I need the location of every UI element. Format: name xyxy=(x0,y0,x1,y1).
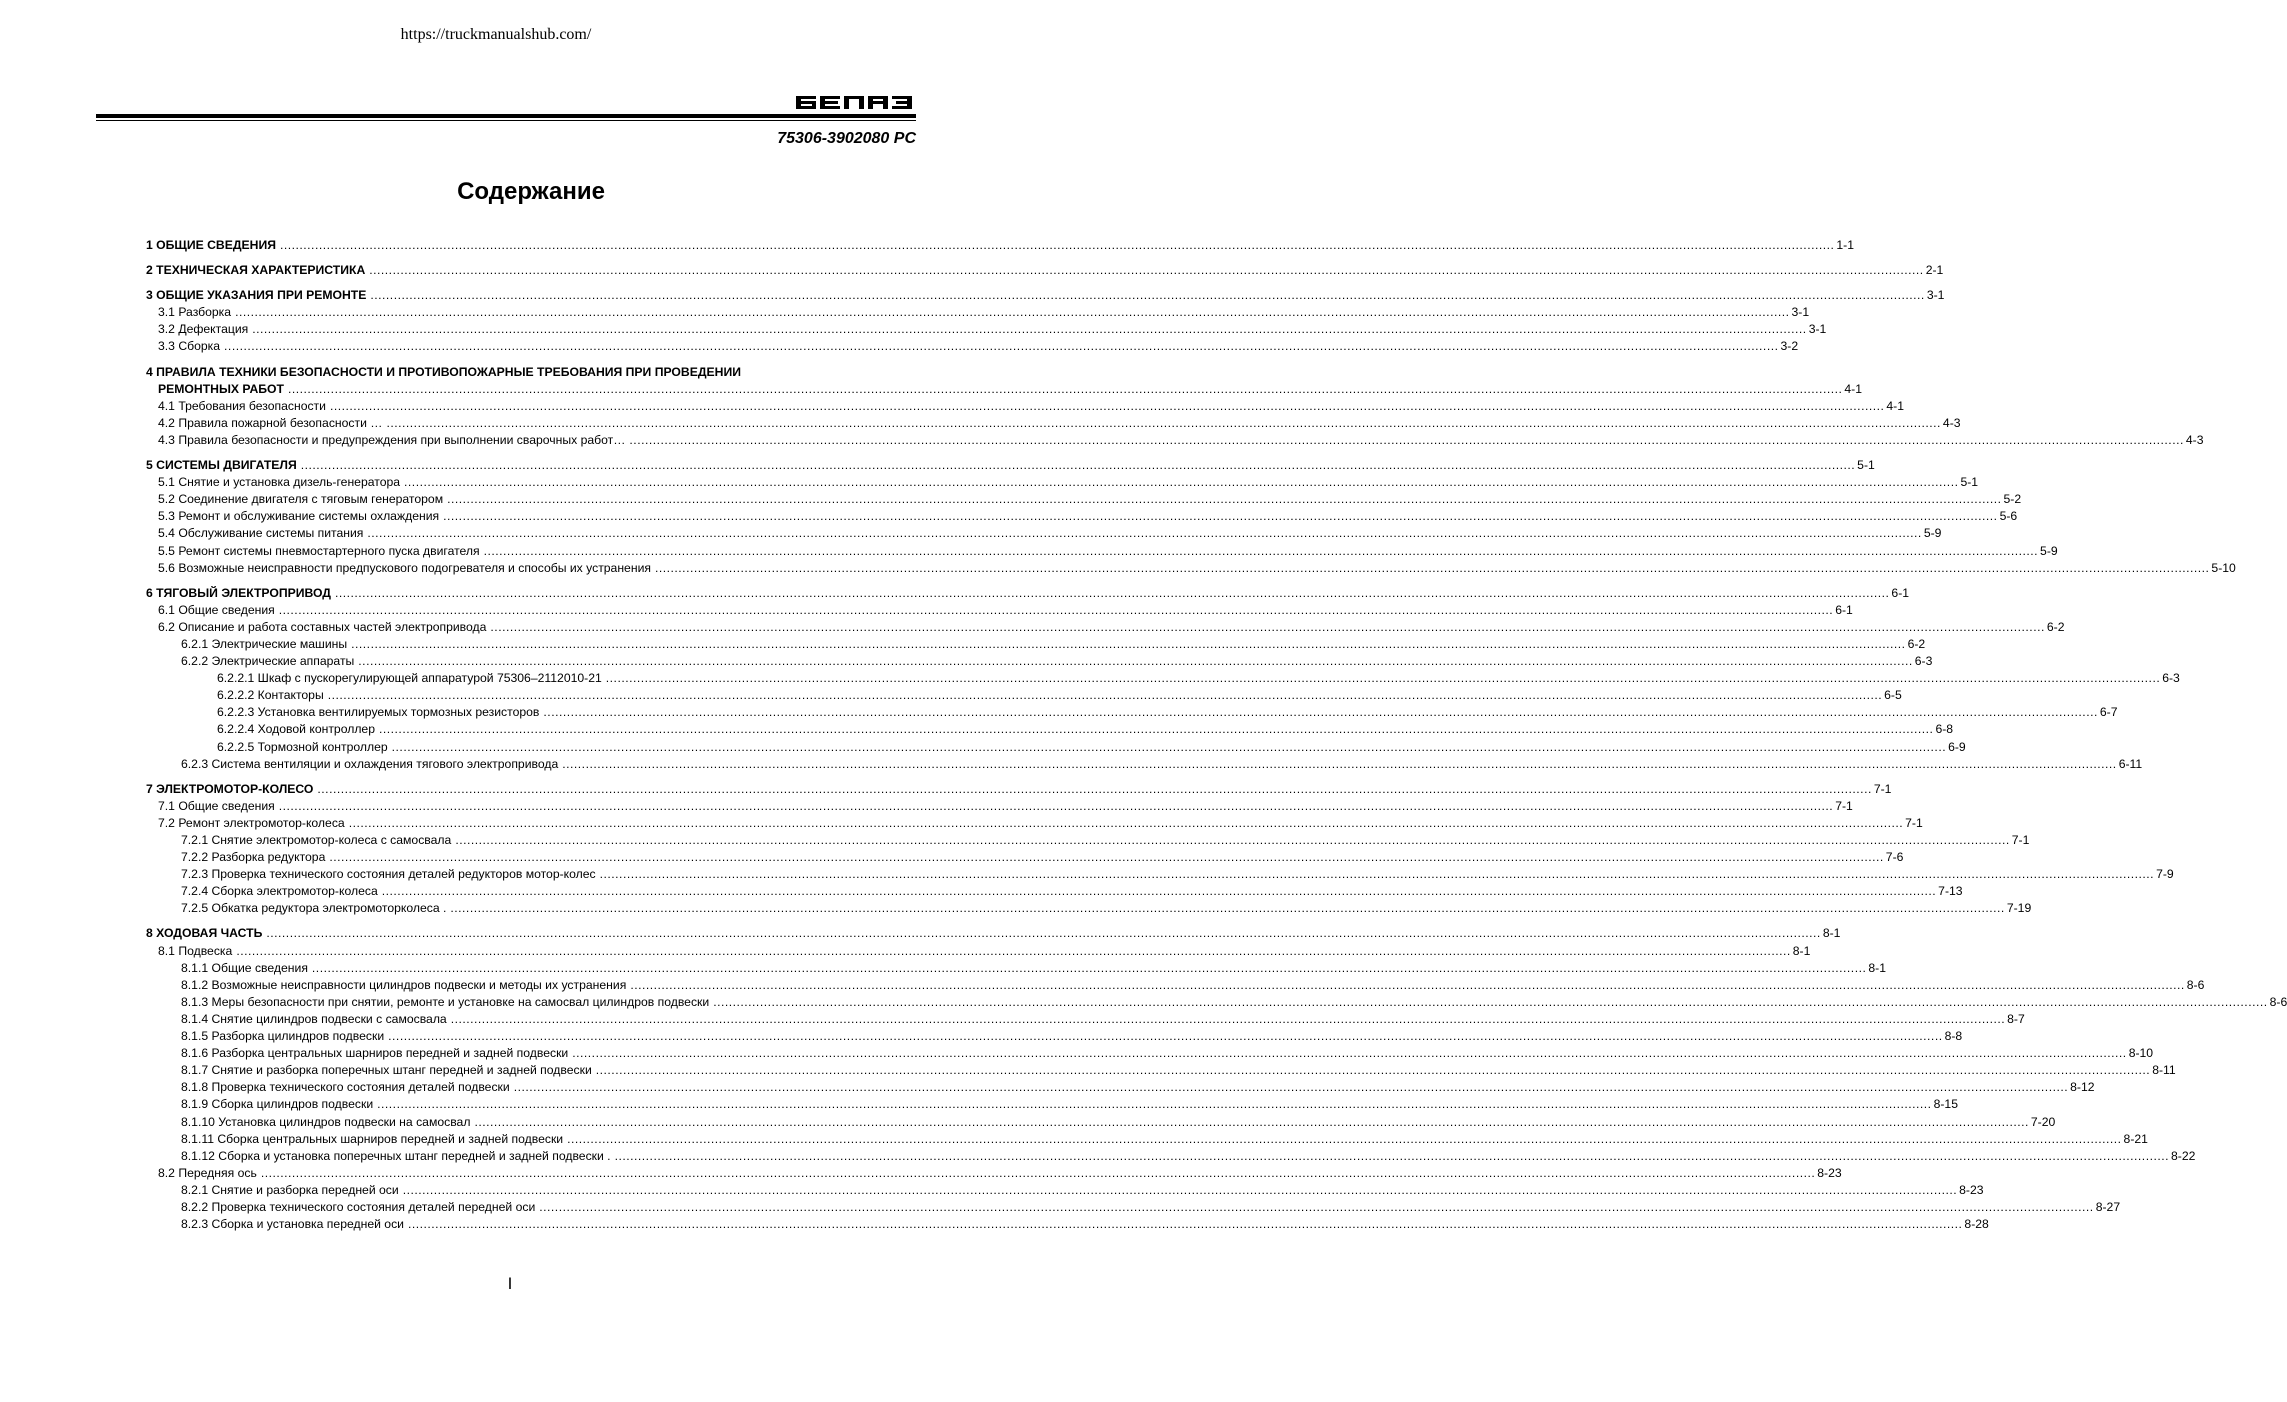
toc-entry xyxy=(146,866,2174,883)
toc-entry-page: 7-1 xyxy=(1835,798,1853,813)
toc-entry-page: 7-1 xyxy=(1905,815,1923,830)
toc-entry-page: 7-9 xyxy=(2156,867,2174,882)
toc-dot-leader: ................................................................................................................................................................................................................................................................................................................................................................................................................ xyxy=(311,960,1867,975)
toc-entry xyxy=(146,543,2058,560)
toc-dot-leader: ................................................................................................................................................................................................................................................................................................................................................................................................................ xyxy=(599,867,2155,882)
toc-entry-label: 8.1.5 Разборка цилиндров подвески xyxy=(181,1029,385,1044)
toc-entry-label: 7.1 Общие сведения xyxy=(158,798,275,813)
toc-entry-label: 8.1 Подвеска xyxy=(158,943,233,958)
toc-entry-page: 8-1 xyxy=(1822,926,1841,941)
toc-dot-leader: ................................................................................................................................................................................................................................................................................................................................................................................................................ xyxy=(513,1080,2069,1095)
toc-entry-page: 3-1 xyxy=(1808,322,1827,337)
toc-entry-page: 6-1 xyxy=(1891,585,1910,600)
toc-dot-leader: ................................................................................................................................................................................................................................................................................................................................................................................................................ xyxy=(329,398,1885,413)
toc-entry-page: 8-23 xyxy=(1959,1182,1984,1197)
toc-entry-page: 4-1 xyxy=(1844,381,1862,396)
toc-entry xyxy=(146,262,1944,279)
toc-entry-page: 5-1 xyxy=(1857,458,1875,473)
toc-dot-leader: ................................................................................................................................................................................................................................................................................................................................................................................................................ xyxy=(377,1097,1932,1112)
toc-entry-label: 4 ПРАВИЛА ТЕХНИКИ БЕЗОПАСНОСТИ И ПРОТИВОПОЖАРНЫЕ ТРЕБОВАНИЯ ПРИ ПРОВЕДЕНИИ xyxy=(146,364,741,379)
toc-dot-leader: ................................................................................................................................................................................................................................................................................................................................................................................................................ xyxy=(329,850,1884,865)
toc-entry xyxy=(146,491,2022,508)
toc-entry-label: 8.2 Передняя ось xyxy=(158,1165,257,1180)
toc-entry-page: 8-12 xyxy=(2070,1080,2095,1095)
toc-entry-label: 5.3 Ремонт и обслуживание системы охлаждения xyxy=(158,509,440,524)
toc-entry-page: 7-19 xyxy=(2006,901,2032,916)
toc-dot-leader: ................................................................................................................................................................................................................................................................................................................................................................................................................ xyxy=(614,1148,2170,1163)
toc-entry-label: 7.2.2 Разборка редуктора xyxy=(181,850,326,865)
toc-entry xyxy=(146,815,1923,832)
toc-entry xyxy=(146,960,1886,977)
toc-entry-label: 3.1 Разборка xyxy=(158,305,232,320)
toc-entry-page: 3-1 xyxy=(1926,288,1945,303)
toc-entry xyxy=(146,237,1855,254)
toc-entry-label: 3.2 Дефектация xyxy=(158,322,249,337)
toc-dot-leader: ................................................................................................................................................................................................................................................................................................................................................................................................................ xyxy=(317,781,1872,796)
toc-dot-leader: ................................................................................................................................................................................................................................................................................................................................................................................................................ xyxy=(327,688,1883,703)
toc-dot-leader: ................................................................................................................................................................................................................................................................................................................................................................................................................ xyxy=(654,560,2210,575)
toc-entry xyxy=(146,1148,2196,1165)
toc-entry-page: 8-23 xyxy=(1817,1165,1842,1180)
toc-dot-leader: ................................................................................................................................................................................................................................................................................................................................................................................................................ xyxy=(404,475,1959,490)
toc-entry-page: 8-6 xyxy=(2269,994,2287,1009)
toc-entry-page: 7-1 xyxy=(1873,781,1892,796)
toc-dot-leader: ................................................................................................................................................................................................................................................................................................................................................................................................................ xyxy=(348,815,1904,830)
toc-entry xyxy=(146,756,2143,773)
toc-entry-label: 6.2.2.4 Ходовой контроллер xyxy=(217,722,375,737)
toc-entry-label: 8 ХОДОВАЯ ЧАСТЬ xyxy=(146,926,263,941)
toc-entry-label: 7.2 Ремонт электромотор-колеса xyxy=(158,815,345,830)
toc-entry-page: 4-3 xyxy=(2185,432,2204,447)
toc-entry-page: 8-22 xyxy=(2171,1148,2196,1163)
toc-entry xyxy=(146,653,1933,670)
toc-entry-page: 7-6 xyxy=(1885,850,1904,865)
toc-entry-label: 3 ОБЩИЕ УКАЗАНИЯ ПРИ РЕМОНТЕ xyxy=(146,288,367,303)
toc-entry-page: 7-1 xyxy=(2011,833,2030,847)
toc-dot-leader: ................................................................................................................................................................................................................................................................................................................................................................................................................ xyxy=(630,977,2185,992)
toc-entry-label: 8.1.4 Снятие цилиндров подвески с самосвала xyxy=(181,1011,447,1026)
toc-dot-leader: ................................................................................................................................................................................................................................................................................................................................................................................................................ xyxy=(605,671,2161,686)
toc-entry-label: 7.2.3 Проверка технического состояния деталей редукторов мотор-колес xyxy=(181,867,596,882)
toc-entry-page: 7-13 xyxy=(1938,884,1963,899)
toc-entry-label: 8.1.3 Меры безопасности при снятии, ремонте и установке на самосвал цилиндров подвески xyxy=(181,994,710,1009)
toc-dot-leader: ................................................................................................................................................................................................................................................................................................................................................................................................................ xyxy=(572,1046,2127,1061)
toc-entry-page: 6-1 xyxy=(1835,602,1853,617)
toc-entry xyxy=(146,432,2204,449)
toc-entry xyxy=(146,457,1875,474)
toc-entry-page: 5-2 xyxy=(2003,492,2022,507)
toc-entry-page: 8-7 xyxy=(2007,1011,2025,1026)
toc-entry-page: 8-27 xyxy=(2095,1199,2121,1214)
toc-entry xyxy=(146,739,1966,756)
toc-dot-leader: ................................................................................................................................................................................................................................................................................................................................................................................................................ xyxy=(236,943,1791,958)
toc-dot-leader: ................................................................................................................................................................................................................................................................................................................................................................................................................ xyxy=(388,1029,1943,1044)
toc-dot-leader: ................................................................................................................................................................................................................................................................................................................................................................................................................ xyxy=(266,926,1821,941)
toc-entry-label: 8.2.3 Сборка и установка передней оси xyxy=(181,1217,404,1232)
toc-entry-label: 4.2 Правила пожарной безопасности … xyxy=(158,415,383,430)
toc-entry xyxy=(146,687,1902,704)
toc-entry-label: 5.6 Возможные неисправности предпускового подогревателя и способы их устранения xyxy=(158,560,651,575)
toc-entry-label: 4.1 Требования безопасности xyxy=(158,398,326,413)
toc-entry-page: 3-1 xyxy=(1791,305,1810,320)
toc-dot-leader: ................................................................................................................................................................................................................................................................................................................................................................................................................ xyxy=(300,458,1856,473)
toc-dot-leader: ................................................................................................................................................................................................................................................................................................................................................................................................................ xyxy=(543,705,2098,720)
page-title: Содержание xyxy=(457,178,605,205)
toc-entry-label: 8.2.1 Снятие и разборка передней оси xyxy=(181,1182,399,1197)
toc-entry xyxy=(146,1114,2056,1131)
toc-entry-page: 4-3 xyxy=(1942,415,1961,430)
toc-entry-page: 8-1 xyxy=(1792,943,1811,958)
toc-entry-label: 8.1.1 Общие сведения xyxy=(181,960,308,975)
toc-entry xyxy=(146,398,1905,415)
toc-entry xyxy=(146,1096,1958,1113)
toc-entry xyxy=(146,849,1904,866)
toc-entry-label: 8.1.8 Проверка технического состояния деталей подвески xyxy=(181,1080,510,1095)
toc-entry-label: 8.1.7 Снятие и разборка поперечных штанг передней и задней подвески xyxy=(181,1063,592,1078)
toc-entry xyxy=(146,525,1942,542)
toc-dot-leader: ................................................................................................................................................................................................................................................................................................................................................................................................................ xyxy=(562,756,2117,771)
header-rule-thick xyxy=(96,114,916,118)
toc-entry xyxy=(146,585,1910,602)
toc-dot-leader: ................................................................................................................................................................................................................................................................................................................................................................................................................ xyxy=(379,722,1934,737)
toc-entry xyxy=(146,1045,2154,1062)
toc-entry-label: 5.2 Соединение двигателя с тяговым генератором xyxy=(158,492,444,507)
toc-entry xyxy=(146,798,1853,815)
toc-entry-page: 5-1 xyxy=(1960,475,1979,490)
toc-dot-leader: ................................................................................................................................................................................................................................................................................................................................................................................................................ xyxy=(595,1063,2151,1078)
toc-dot-leader: ................................................................................................................................................................................................................................................................................................................................................................................................................ xyxy=(450,901,2005,916)
toc-dot-leader: ................................................................................................................................................................................................................................................................................................................................................................................................................ xyxy=(450,1011,2006,1026)
toc-entry-page: 6-2 xyxy=(1907,636,1926,651)
toc-dot-leader: ................................................................................................................................................................................................................................................................................................................................................................................................................ xyxy=(391,739,1947,754)
toc-entry-page: 8-6 xyxy=(2186,977,2205,992)
toc-entry-label: 6 ТЯГОВЫЙ ЭЛЕКТРОПРИВОД xyxy=(146,585,331,600)
toc-entry-page: 3-2 xyxy=(1780,339,1799,354)
toc-entry xyxy=(146,304,1810,321)
toc-entry-page: 8-11 xyxy=(2152,1063,2176,1078)
toc-entry-label: 6.2.2 Электрические аппараты xyxy=(181,654,355,669)
toc-entry-page: 1-1 xyxy=(1836,238,1855,252)
toc-dot-leader: ................................................................................................................................................................................................................................................................................................................................................................................................................ xyxy=(629,432,2184,447)
toc-entry-label: 7 ЭЛЕКТРОМОТОР-КОЛЕСО xyxy=(146,781,314,796)
toc-dot-leader: ................................................................................................................................................................................................................................................................................................................................................................................................................ xyxy=(455,833,2010,847)
toc-entry-label: 8.2.2 Проверка технического состояния деталей передней оси xyxy=(181,1199,536,1214)
toc-dot-leader: ................................................................................................................................................................................................................................................................................................................................................................................................................ xyxy=(567,1131,2122,1146)
toc-entry xyxy=(146,474,1979,491)
toc-entry-label: 6.1 Общие сведения xyxy=(158,602,275,617)
toc-entry xyxy=(146,704,2118,721)
toc-entry xyxy=(146,943,1811,960)
toc-entry xyxy=(146,1079,2095,1096)
toc-entry-page: 6-9 xyxy=(1948,739,1966,754)
toc-entry xyxy=(146,338,1799,355)
toc-entry xyxy=(146,781,1892,798)
toc-dot-leader: ................................................................................................................................................................................................................................................................................................................................................................................................................ xyxy=(447,492,2002,507)
toc-entry xyxy=(146,670,2180,687)
header-rule-thin xyxy=(96,120,916,121)
toc-entry-label: 6.2.2.5 Тормозной контроллер xyxy=(217,739,388,754)
toc-entry-label: 8.1.9 Сборка цилиндров подвески xyxy=(181,1097,374,1112)
toc-entry-page: 6-5 xyxy=(1884,688,1902,703)
toc-entry xyxy=(146,1131,2148,1148)
toc-dot-leader: ................................................................................................................................................................................................................................................................................................................................................................................................................ xyxy=(279,238,1835,252)
toc-entry xyxy=(146,364,885,381)
toc-entry xyxy=(146,1028,1963,1045)
toc-entry-label: 4.3 Правила безопасности и предупреждения при выполнении сварочных работ… xyxy=(158,432,626,447)
toc-entry xyxy=(146,415,1961,432)
toc-entry-label: 7.2.5 Обкатка редуктора электромоторколеса . xyxy=(181,901,447,916)
toc-entry-label: 5 СИСТЕМЫ ДВИГАТЕЛЯ xyxy=(146,458,297,473)
toc-dot-leader: ................................................................................................................................................................................................................................................................................................................................................................................................................ xyxy=(278,602,1834,617)
toc-entry xyxy=(146,832,2030,849)
toc-entry-label: 8.1.2 Возможные неисправности цилиндров подвески и методы их устранения xyxy=(181,977,627,992)
page-number: I xyxy=(507,1274,513,1293)
toc-entry xyxy=(146,1216,1989,1233)
toc-entry-label: 6.2.2.1 Шкаф с пускорегулирующей аппаратурой 75306–2112010-21 xyxy=(217,671,602,686)
toc-entry xyxy=(146,560,2236,577)
toc-entry-label: 8.1.6 Разборка центральных шарниров передней и задней подвески xyxy=(181,1046,569,1061)
toc-dot-leader: ................................................................................................................................................................................................................................................................................................................................................................................................................ xyxy=(370,288,1925,303)
toc-entry-label: 8.1.12 Сборка и установка поперечных штанг передней и задней подвески . xyxy=(181,1148,611,1163)
toc-entry xyxy=(146,508,2018,525)
toc-entry-page: 8-15 xyxy=(1933,1097,1958,1112)
toc-entry-page: 8-28 xyxy=(1964,1217,1989,1232)
toc-dot-leader: ................................................................................................................................................................................................................................................................................................................................................................................................................ xyxy=(407,1217,1963,1232)
toc-dot-leader: ................................................................................................................................................................................................................................................................................................................................................................................................................ xyxy=(539,1199,2094,1214)
toc-entry xyxy=(146,977,2205,994)
toc-entry-page: 5-9 xyxy=(1923,526,1942,541)
toc-dot-leader: ................................................................................................................................................................................................................................................................................................................................................................................................................ xyxy=(252,322,1807,337)
toc-entry-label: РЕМОНТНЫХ РАБОТ xyxy=(158,381,284,396)
toc-entry xyxy=(146,321,1827,338)
toc-entry-page: 7-20 xyxy=(2030,1114,2056,1129)
toc-dot-leader: ................................................................................................................................................................................................................................................................................................................................................................................................................ xyxy=(367,526,1922,541)
toc-dot-leader: ................................................................................................................................................................................................................................................................................................................................................................................................................ xyxy=(260,1165,1816,1180)
toc-entry xyxy=(146,381,1862,398)
toc-dot-leader: ................................................................................................................................................................................................................................................................................................................................................................................................................ xyxy=(713,994,2268,1009)
toc-dot-leader: ................................................................................................................................................................................................................................................................................................................................................................................................................ xyxy=(235,305,1790,320)
toc-entry xyxy=(146,721,1954,738)
toc-dot-leader: ................................................................................................................................................................................................................................................................................................................................................................................................................ xyxy=(474,1114,2029,1129)
toc-dot-leader: ................................................................................................................................................................................................................................................................................................................................................................................................................ xyxy=(224,339,1779,354)
toc-entry-page: 6-2 xyxy=(2046,619,2065,634)
toc-entry-label: 8.1.11 Сборка центральных шарниров передней и задней подвески xyxy=(181,1131,564,1146)
toc-entry xyxy=(146,883,1963,900)
toc-entry xyxy=(146,287,1945,304)
toc-dot-leader: ................................................................................................................................................................................................................................................................................................................................................................................................................ xyxy=(334,585,1890,600)
toc-dot-leader: ................................................................................................................................................................................................................................................................................................................................................................................................................ xyxy=(278,798,1834,813)
toc-entry xyxy=(146,925,1841,942)
toc-entry xyxy=(146,619,2065,636)
toc-dot-leader: ................................................................................................................................................................................................................................................................................................................................................................................................................ xyxy=(443,509,1998,524)
toc-dot-leader: ................................................................................................................................................................................................................................................................................................................................................................................................................ xyxy=(402,1182,1958,1197)
toc-dot-leader: ................................................................................................................................................................................................................................................................................................................................................................................................................ xyxy=(358,654,1913,669)
toc-entry-page: 5-9 xyxy=(2040,543,2058,558)
toc-entry-page: 6-3 xyxy=(2162,671,2180,686)
toc-entry-page: 6-3 xyxy=(1914,654,1933,669)
toc-entry xyxy=(146,636,1926,653)
toc-entry-label: 7.2.1 Снятие электромотор-колеса с самосвала xyxy=(181,833,452,847)
toc-entry-page: 6-11 xyxy=(2118,756,2143,771)
toc-entry-label: 6.2.2.2 Контакторы xyxy=(217,688,324,703)
belaz-logo xyxy=(796,96,912,109)
toc-entry-label: 1 ОБЩИЕ СВЕДЕНИЯ xyxy=(146,238,276,252)
toc-entry-page: 4-1 xyxy=(1886,398,1905,413)
toc-entry-label: 6.2 Описание и работа составных частей электропривода xyxy=(158,619,487,634)
toc-entry xyxy=(146,1165,1842,1182)
toc-entry xyxy=(146,900,2032,917)
toc-dot-leader: ................................................................................................................................................................................................................................................................................................................................................................................................................ xyxy=(490,619,2045,634)
toc-entry-page: 6-8 xyxy=(1935,722,1954,737)
toc-dot-leader: ................................................................................................................................................................................................................................................................................................................................................................................................................ xyxy=(381,884,1937,899)
toc-dot-leader: ................................................................................................................................................................................................................................................................................................................................................................................................................ xyxy=(369,263,1924,278)
toc-entry-page: 8-21 xyxy=(2123,1131,2148,1146)
toc-entry-label: 5.1 Снятие и установка дизель-генератора xyxy=(158,475,401,490)
toc-dot-leader: ................................................................................................................................................................................................................................................................................................................................................................................................................ xyxy=(287,381,1843,396)
toc-entry-page: 6-7 xyxy=(2099,705,2118,720)
toc-dot-leader: ................................................................................................................................................................................................................................................................................................................................................................................................................ xyxy=(386,415,1941,430)
toc-entry-label: 5.4 Обслуживание системы питания xyxy=(158,526,364,541)
toc-entry-page: 2-1 xyxy=(1925,263,1944,278)
toc-dot-leader: ................................................................................................................................................................................................................................................................................................................................................................................................................ xyxy=(483,543,2039,558)
toc-entry-label: 3.3 Сборка xyxy=(158,339,221,354)
toc-entry-label: 5.5 Ремонт системы пневмостартерного пуска двигателя xyxy=(158,543,480,558)
toc-entry-label: 6.2.1 Электрические машины xyxy=(181,636,348,651)
toc-entry-page: 5-10 xyxy=(2211,560,2236,575)
toc-entry-page: 8-8 xyxy=(1944,1029,1963,1044)
toc-entry-label: 8.1.10 Установка цилиндров подвески на самосвал xyxy=(181,1114,471,1129)
source-url: https://truckmanualshub.com/ xyxy=(400,26,592,43)
toc-entry-page: 8-10 xyxy=(2128,1046,2154,1061)
toc-entry-label: 6.2.3 Система вентиляции и охлаждения тягового электропривода xyxy=(181,756,559,771)
toc-entry-label: 7.2.4 Сборка электромотор-колеса xyxy=(181,884,378,899)
toc-entry xyxy=(146,602,1853,619)
toc-entry-page: 8-1 xyxy=(1868,960,1886,975)
toc-entry-page: 5-6 xyxy=(1999,509,2018,524)
table-of-contents xyxy=(146,237,2287,1233)
toc-entry-label: 6.2.2.3 Установка вентилируемых тормозных резисторов xyxy=(217,705,540,720)
toc-entry xyxy=(146,1199,2121,1216)
toc-dot-leader: ................................................................................................................................................................................................................................................................................................................................................................................................................ xyxy=(351,636,1906,651)
toc-entry xyxy=(146,994,2287,1011)
toc-entry xyxy=(146,1182,1984,1199)
toc-entry xyxy=(146,1062,2176,1079)
document-number: 75306-3902080 РС xyxy=(777,130,916,147)
toc-entry xyxy=(146,1011,2025,1028)
toc-entry-label: 2 ТЕХНИЧЕСКАЯ ХАРАКТЕРИСТИКА xyxy=(146,263,366,278)
